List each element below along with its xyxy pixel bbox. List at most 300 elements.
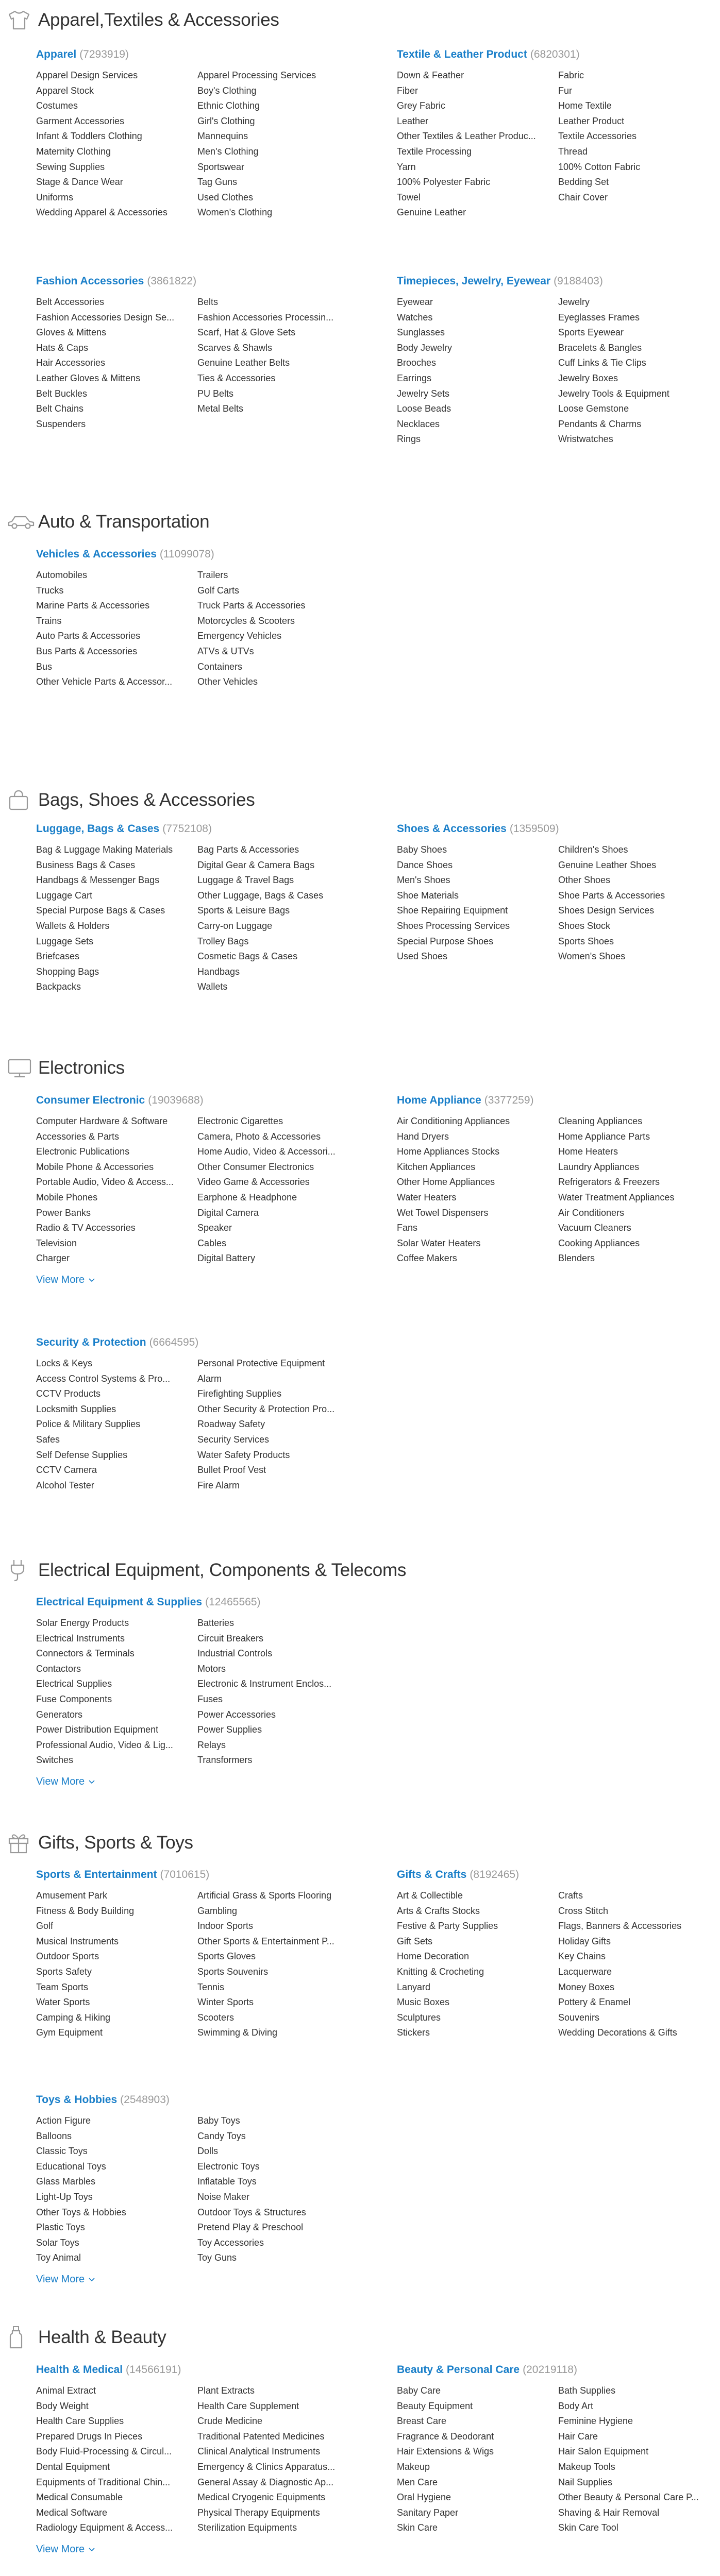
subcategory-link[interactable]: Amusement Park	[36, 1890, 108, 1901]
subcategory-link[interactable]: Crude Medicine	[197, 2416, 263, 2427]
subcategory-link[interactable]: Firefighting Supplies	[197, 1388, 282, 1399]
subcategory-link[interactable]: Ethnic Clothing	[197, 100, 260, 111]
subcategory-link[interactable]: Power Accessories	[197, 1709, 276, 1720]
subcategory-link[interactable]: Home Appliance Parts	[558, 1131, 650, 1142]
subcategory-link[interactable]: Sports Eyewear	[558, 327, 624, 338]
subcategory-link[interactable]: Fans	[397, 1223, 418, 1233]
subcategory-link[interactable]: Stickers	[397, 2027, 430, 2038]
subcategory-link[interactable]: Electronic Publications	[36, 1146, 130, 1157]
subcategory-link[interactable]: Baby Shoes	[397, 844, 447, 855]
subcategory-link[interactable]: Batteries	[197, 1618, 235, 1628]
subcategory-link[interactable]: Costumes	[36, 100, 78, 111]
subcategory-link[interactable]: Golf Carts	[197, 585, 240, 596]
subcategory-link[interactable]: Medical Software	[36, 2507, 108, 2518]
subcategory-link[interactable]: Men's Clothing	[197, 146, 259, 157]
subcategory-link[interactable]: Equipments of Traditional Chin...	[36, 2477, 171, 2487]
subcategory-link[interactable]: Shoes Design Services	[558, 905, 655, 916]
subcategory-link[interactable]: Gloves & Mittens	[36, 327, 107, 338]
subcategory-link[interactable]: ATVs & UTVs	[197, 646, 254, 656]
subcategory-link[interactable]: Other Toys & Hobbies	[36, 2207, 126, 2217]
subcategory-link[interactable]: Holiday Gifts	[558, 1936, 611, 1946]
subcategory-link[interactable]: Cosmetic Bags & Cases	[197, 951, 298, 962]
subcategory-link[interactable]: Toy Guns	[197, 2252, 237, 2263]
subcategory-link[interactable]: Apparel Stock	[36, 85, 94, 96]
subcategory-link[interactable]: Home Textile	[558, 100, 612, 111]
subcategory-link[interactable]: Chair Cover	[558, 192, 608, 202]
subcategory-link[interactable]: Jewelry Sets	[397, 388, 450, 399]
subcategory-link[interactable]: Coffee Makers	[397, 1253, 457, 1264]
subcategory-link[interactable]: Glass Marbles	[36, 2176, 96, 2187]
subcategory-link[interactable]: Educational Toys	[36, 2161, 106, 2172]
subcategory-link[interactable]: Physical Therapy Equipments	[197, 2507, 320, 2518]
subcategory-link[interactable]: Personal Protective Equipment	[197, 1358, 325, 1368]
subcategory-link[interactable]: Souvenirs	[558, 2012, 600, 2023]
subcategory-link[interactable]: Textile Accessories	[558, 131, 637, 142]
subcategory-link[interactable]: Women's Shoes	[558, 951, 626, 962]
category-link[interactable]: Sports & Entertainment	[36, 1869, 157, 1880]
subcategory-link[interactable]: Air Conditioning Appliances	[397, 1116, 510, 1126]
subcategory-link[interactable]: Children's Shoes	[558, 844, 628, 855]
subcategory-link[interactable]: Key Chains	[558, 1951, 606, 1962]
subcategory-link[interactable]: Trains	[36, 615, 62, 626]
subcategory-link[interactable]: CCTV Camera	[36, 1465, 97, 1476]
subcategory-link[interactable]: Fragrance & Deodorant	[397, 2431, 494, 2442]
subcategory-link[interactable]: Cross Stitch	[558, 1905, 609, 1916]
subcategory-link[interactable]: Sports Gloves	[197, 1951, 256, 1962]
subcategory-link[interactable]: Trucks	[36, 585, 64, 596]
subcategory-link[interactable]: Locksmith Supplies	[36, 1403, 116, 1414]
subcategory-link[interactable]: Skin Care Tool	[558, 2522, 618, 2533]
subcategory-link[interactable]: Balloons	[36, 2130, 72, 2141]
subcategory-link[interactable]: Shopping Bags	[36, 966, 99, 977]
subcategory-link[interactable]: Fashion Accessories Processin...	[197, 312, 334, 323]
subcategory-link[interactable]: Special Purpose Bags & Cases	[36, 905, 165, 916]
subcategory-link[interactable]: Makeup Tools	[558, 2461, 615, 2472]
subcategory-link[interactable]: Down & Feather	[397, 70, 464, 80]
subcategory-link[interactable]: Roadway Safety	[197, 1419, 265, 1430]
subcategory-link[interactable]: Electronic & Instrument Enclos...	[197, 1679, 332, 1689]
subcategory-link[interactable]: Art & Collectible	[397, 1890, 463, 1901]
subcategory-link[interactable]: Transformers	[197, 1755, 253, 1766]
category-link[interactable]: Electrical Equipment & Supplies	[36, 1596, 203, 1608]
subcategory-link[interactable]: Swimming & Diving	[197, 2027, 278, 2038]
subcategory-link[interactable]: Bag Parts & Accessories	[197, 844, 299, 855]
subcategory-link[interactable]: Trolley Bags	[197, 936, 249, 946]
subcategory-link[interactable]: Cables	[197, 1238, 227, 1248]
subcategory-link[interactable]: Access Control Systems & Pro...	[36, 1373, 171, 1384]
subcategory-link[interactable]: Noise Maker	[197, 2191, 250, 2202]
subcategory-link[interactable]: Golf	[36, 1921, 54, 1931]
subcategory-link[interactable]: Sportswear	[197, 161, 245, 172]
subcategory-link[interactable]: 100% Cotton Fabric	[558, 161, 641, 172]
subcategory-link[interactable]: Mobile Phone & Accessories	[36, 1161, 154, 1172]
subcategory-link[interactable]: Other Vehicle Parts & Accessor...	[36, 676, 173, 687]
category-link[interactable]: Luggage, Bags & Cases	[36, 823, 160, 835]
subcategory-link[interactable]: Ties & Accessories	[197, 372, 276, 383]
subcategory-link[interactable]: Outdoor Sports	[36, 1951, 99, 1962]
subcategory-link[interactable]: Other Shoes	[558, 875, 611, 886]
subcategory-link[interactable]: Sunglasses	[397, 327, 445, 338]
subcategory-link[interactable]: Computer Hardware & Software	[36, 1116, 168, 1126]
subcategory-link[interactable]: Earphone & Headphone	[197, 1192, 297, 1202]
subcategory-link[interactable]: Connectors & Terminals	[36, 1648, 135, 1659]
subcategory-link[interactable]: Music Boxes	[397, 1997, 450, 2008]
subcategory-link[interactable]: Used Clothes	[197, 192, 254, 202]
subcategory-link[interactable]: Camping & Hiking	[36, 2012, 111, 2023]
subcategory-link[interactable]: Boy's Clothing	[197, 85, 257, 96]
category-link[interactable]: Health & Medical	[36, 2364, 123, 2376]
subcategory-link[interactable]: Light-Up Toys	[36, 2191, 93, 2202]
subcategory-link[interactable]: Sanitary Paper	[397, 2507, 459, 2518]
subcategory-link[interactable]: Police & Military Supplies	[36, 1419, 141, 1430]
subcategory-link[interactable]: Business Bags & Cases	[36, 859, 136, 870]
subcategory-link[interactable]: Water Sports	[36, 1997, 90, 2008]
subcategory-link[interactable]: Motorcycles & Scooters	[197, 615, 295, 626]
subcategory-link[interactable]: Feminine Hygiene	[558, 2416, 633, 2427]
subcategory-link[interactable]: Gift Sets	[397, 1936, 433, 1946]
subcategory-link[interactable]: Shoe Repairing Equipment	[397, 905, 508, 916]
subcategory-link[interactable]: Luggage & Travel Bags	[197, 875, 294, 886]
subcategory-link[interactable]: Bus Parts & Accessories	[36, 646, 138, 656]
subcategory-link[interactable]: Home Appliances Stocks	[397, 1146, 500, 1157]
subcategory-link[interactable]: Refrigerators & Freezers	[558, 1177, 660, 1188]
subcategory-link[interactable]: Leather Product	[558, 115, 625, 126]
subcategory-link[interactable]: Fabric	[558, 70, 584, 80]
subcategory-link[interactable]: Classic Toys	[36, 2146, 88, 2157]
subcategory-link[interactable]: Home Audio, Video & Accessori...	[197, 1146, 336, 1157]
subcategory-link[interactable]: Wet Towel Dispensers	[397, 1207, 489, 1218]
subcategory-link[interactable]: Auto Parts & Accessories	[36, 631, 141, 641]
subcategory-link[interactable]: Mannequins	[197, 131, 248, 142]
subcategory-link[interactable]: Jewelry Tools & Equipment	[558, 388, 669, 399]
category-link[interactable]: Shoes & Accessories	[397, 823, 507, 835]
subcategory-link[interactable]: Earrings	[397, 372, 432, 383]
subcategory-link[interactable]: Leather Gloves & Mittens	[36, 372, 141, 383]
subcategory-link[interactable]: Medical Consumable	[36, 2492, 123, 2503]
subcategory-link[interactable]: Lanyard	[397, 1981, 431, 1992]
subcategory-link[interactable]: Pretend Play & Preschool	[197, 2222, 304, 2233]
subcategory-link[interactable]: Money Boxes	[558, 1981, 615, 1992]
subcategory-link[interactable]: Dance Shoes	[397, 859, 453, 870]
subcategory-link[interactable]: Laundry Appliances	[558, 1161, 640, 1172]
category-link[interactable]: Gifts & Crafts	[397, 1869, 467, 1880]
subcategory-link[interactable]: Cuff Links & Tie Clips	[558, 358, 646, 368]
subcategory-link[interactable]: Girl's Clothing	[197, 115, 255, 126]
subcategory-link[interactable]: Sewing Supplies	[36, 161, 105, 172]
subcategory-link[interactable]: Genuine Leather Belts	[197, 358, 290, 368]
subcategory-link[interactable]: Baby Toys	[197, 2115, 240, 2126]
subcategory-link[interactable]: Flags, Banners & Accessories	[558, 1921, 682, 1931]
subcategory-link[interactable]: Makeup	[397, 2461, 430, 2472]
subcategory-link[interactable]: Bullet Proof Vest	[197, 1465, 266, 1476]
subcategory-link[interactable]: Metal Belts	[197, 403, 244, 414]
view-more-link[interactable]	[36, 2542, 356, 2557]
subcategory-link[interactable]: Blenders	[558, 1253, 595, 1264]
subcategory-link[interactable]: Security Services	[197, 1434, 270, 1445]
subcategory-link[interactable]: Shoes Stock	[558, 920, 611, 931]
subcategory-link[interactable]: Jewelry	[558, 297, 590, 307]
subcategory-link[interactable]: Handbags & Messenger Bags	[36, 875, 160, 886]
subcategory-link[interactable]: Wallets	[197, 981, 228, 992]
subcategory-link[interactable]: Pottery & Enamel	[558, 1997, 631, 2008]
subcategory-link[interactable]: Infant & Toddlers Clothing	[36, 131, 142, 142]
subcategory-link[interactable]: CCTV Products	[36, 1388, 101, 1399]
subcategory-link[interactable]: Candy Toys	[197, 2130, 246, 2141]
subcategory-link[interactable]: Water Safety Products	[197, 1449, 290, 1460]
category-link[interactable]: Consumer Electronic	[36, 1094, 145, 1106]
subcategory-link[interactable]: Wedding Decorations & Gifts	[558, 2027, 677, 2038]
subcategory-link[interactable]: Knitting & Crocheting	[397, 1966, 484, 1977]
subcategory-link[interactable]: Festive & Party Supplies	[397, 1921, 498, 1931]
subcategory-link[interactable]: Vacuum Cleaners	[558, 1223, 631, 1233]
subcategory-link[interactable]: Loose Beads	[397, 403, 451, 414]
subcategory-link[interactable]: PU Belts	[197, 388, 234, 399]
subcategory-link[interactable]: Body Jewelry	[397, 342, 453, 353]
subcategory-link[interactable]: Towel	[397, 192, 421, 202]
subcategory-link[interactable]: Alcohol Tester	[36, 1480, 94, 1490]
subcategory-link[interactable]: Tennis	[197, 1981, 225, 1992]
subcategory-link[interactable]: Belt Buckles	[36, 388, 88, 399]
subcategory-link[interactable]: Electrical Supplies	[36, 1679, 112, 1689]
subcategory-link[interactable]: Sports Shoes	[558, 936, 614, 946]
subcategory-link[interactable]: Necklaces	[397, 418, 440, 429]
subcategory-link[interactable]: Industrial Controls	[197, 1648, 273, 1659]
subcategory-link[interactable]: Sterilization Equipments	[197, 2522, 297, 2533]
subcategory-link[interactable]: Dental Equipment	[36, 2461, 110, 2472]
subcategory-link[interactable]: Animal Extract	[36, 2385, 96, 2396]
subcategory-link[interactable]: Beauty Equipment	[397, 2400, 473, 2411]
subcategory-link[interactable]: Suspenders	[36, 418, 86, 429]
subcategory-link[interactable]: Belt Chains	[36, 403, 84, 414]
subcategory-link[interactable]: Luggage Sets	[36, 936, 94, 946]
subcategory-link[interactable]: Medical Cryogenic Equipments	[197, 2492, 326, 2503]
subcategory-link[interactable]: Video Game & Accessories	[197, 1177, 310, 1188]
subcategory-link[interactable]: Carry-on Luggage	[197, 920, 273, 931]
subcategory-link[interactable]: Plastic Toys	[36, 2222, 85, 2233]
subcategory-link[interactable]: Action Figure	[36, 2115, 91, 2126]
subcategory-link[interactable]: Hair Care	[558, 2431, 598, 2442]
subcategory-link[interactable]: Sports & Leisure Bags	[197, 905, 290, 916]
subcategory-link[interactable]: Electrical Instruments	[36, 1633, 125, 1643]
subcategory-link[interactable]: Shoes Processing Services	[397, 920, 510, 931]
subcategory-link[interactable]: Accessories & Parts	[36, 1131, 120, 1142]
view-more-link[interactable]	[36, 2272, 356, 2287]
subcategory-link[interactable]: Toy Accessories	[197, 2237, 264, 2248]
subcategory-link[interactable]: Air Conditioners	[558, 1207, 625, 1218]
subcategory-link[interactable]: Hand Dryers	[397, 1131, 449, 1142]
subcategory-link[interactable]: Fire Alarm	[197, 1480, 240, 1490]
subcategory-link[interactable]: Hair Accessories	[36, 358, 106, 368]
subcategory-link[interactable]: Other Vehicles	[197, 676, 258, 687]
subcategory-link[interactable]: Relays	[197, 1739, 226, 1750]
subcategory-link[interactable]: Safes	[36, 1434, 60, 1445]
subcategory-link[interactable]: Generators	[36, 1709, 83, 1720]
subcategory-link[interactable]: Motors	[197, 1663, 226, 1674]
subcategory-link[interactable]: Scooters	[197, 2012, 235, 2023]
subcategory-link[interactable]: Power Supplies	[197, 1724, 262, 1735]
subcategory-link[interactable]: Water Heaters	[397, 1192, 457, 1202]
subcategory-link[interactable]: Genuine Leather Shoes	[558, 859, 657, 870]
subcategory-link[interactable]: Team Sports	[36, 1981, 89, 1992]
subcategory-link[interactable]: Used Shoes	[397, 951, 448, 962]
subcategory-link[interactable]: Gambling	[197, 1905, 238, 1916]
subcategory-link[interactable]: Body Art	[558, 2400, 594, 2411]
subcategory-link[interactable]: Nail Supplies	[558, 2477, 613, 2487]
subcategory-link[interactable]: Bath Supplies	[558, 2385, 616, 2396]
subcategory-link[interactable]: Fuses	[197, 1693, 223, 1704]
subcategory-link[interactable]: Musical Instruments	[36, 1936, 119, 1946]
subcategory-link[interactable]: General Assay & Diagnostic Ap...	[197, 2477, 334, 2487]
subcategory-link[interactable]: Digital Battery	[197, 1253, 256, 1264]
subcategory-link[interactable]: Speaker	[197, 1223, 232, 1233]
subcategory-link[interactable]: Charger	[36, 1253, 70, 1264]
subcategory-link[interactable]: Artificial Grass & Sports Flooring	[197, 1890, 332, 1901]
subcategory-link[interactable]: Electronic Cigarettes	[197, 1116, 283, 1126]
view-more-link[interactable]	[36, 1774, 356, 1790]
subcategory-link[interactable]: Other Textiles & Leather Produc...	[397, 131, 536, 142]
subcategory-link[interactable]: Circuit Breakers	[197, 1633, 264, 1643]
subcategory-link[interactable]: Oral Hygiene	[397, 2492, 451, 2503]
subcategory-link[interactable]: Electronic Toys	[197, 2161, 260, 2172]
subcategory-link[interactable]: Textile Processing	[397, 146, 472, 157]
category-link[interactable]: Apparel	[36, 48, 77, 60]
category-link[interactable]: Home Appliance	[397, 1094, 481, 1106]
subcategory-link[interactable]: Prepared Drugs In Pieces	[36, 2431, 143, 2442]
subcategory-link[interactable]: Other Beauty & Personal Care P...	[558, 2492, 699, 2503]
subcategory-link[interactable]: Cleaning Appliances	[558, 1116, 643, 1126]
subcategory-link[interactable]: Fur	[558, 85, 572, 96]
subcategory-link[interactable]: Breast Care	[397, 2416, 447, 2427]
subcategory-link[interactable]: Water Treatment Appliances	[558, 1192, 675, 1202]
subcategory-link[interactable]: Bus	[36, 661, 53, 672]
subcategory-link[interactable]: Brooches	[397, 358, 437, 368]
subcategory-link[interactable]: Tag Guns	[197, 177, 238, 188]
subcategory-link[interactable]: Marine Parts & Accessories	[36, 600, 150, 611]
subcategory-link[interactable]: Toy Animal	[36, 2252, 81, 2263]
subcategory-link[interactable]: Solar Water Heaters	[397, 1238, 481, 1248]
subcategory-link[interactable]: Television	[36, 1238, 77, 1248]
subcategory-link[interactable]: Radiology Equipment & Access...	[36, 2522, 173, 2533]
subcategory-link[interactable]: Jewelry Boxes	[558, 372, 618, 383]
subcategory-link[interactable]: Other Security & Protection Pro...	[197, 1403, 335, 1414]
category-link[interactable]: Textile & Leather Product	[397, 48, 527, 60]
subcategory-link[interactable]: Containers	[197, 661, 243, 672]
subcategory-link[interactable]: Truck Parts & Accessories	[197, 600, 306, 611]
subcategory-link[interactable]: Yarn	[397, 161, 416, 172]
subcategory-link[interactable]: Automobiles	[36, 570, 88, 580]
subcategory-link[interactable]: Power Distribution Equipment	[36, 1724, 159, 1735]
view-more-link[interactable]	[36, 1273, 356, 1288]
subcategory-link[interactable]: Crafts	[558, 1890, 583, 1901]
subcategory-link[interactable]: Emergency Vehicles	[197, 631, 282, 641]
subcategory-link[interactable]: Mobile Phones	[36, 1192, 98, 1202]
subcategory-link[interactable]: Digital Gear & Camera Bags	[197, 859, 315, 870]
category-link[interactable]: Timepieces, Jewelry, Eyewear	[397, 275, 551, 287]
subcategory-link[interactable]: Arts & Crafts Stocks	[397, 1905, 480, 1916]
subcategory-link[interactable]: Switches	[36, 1755, 74, 1766]
subcategory-link[interactable]: Uniforms	[36, 192, 74, 202]
subcategory-link[interactable]: Professional Audio, Video & Lig...	[36, 1739, 173, 1750]
subcategory-link[interactable]: Sports Souvenirs	[197, 1966, 269, 1977]
subcategory-link[interactable]: Pendants & Charms	[558, 418, 642, 429]
subcategory-link[interactable]: Shaving & Hair Removal	[558, 2507, 660, 2518]
subcategory-link[interactable]: Stage & Dance Wear	[36, 177, 123, 188]
subcategory-link[interactable]: Radio & TV Accessories	[36, 1223, 136, 1233]
subcategory-link[interactable]: Eyewear	[397, 297, 433, 307]
subcategory-link[interactable]: Garment Accessories	[36, 115, 125, 126]
subcategory-link[interactable]: Kitchen Appliances	[397, 1161, 476, 1172]
subcategory-link[interactable]: Shoe Parts & Accessories	[558, 890, 665, 901]
subcategory-link[interactable]: Men Care	[397, 2477, 438, 2487]
subcategory-link[interactable]: Eyeglasses Frames	[558, 312, 640, 323]
subcategory-link[interactable]: Health Care Supplement	[197, 2400, 299, 2411]
subcategory-link[interactable]: Other Luggage, Bags & Cases	[197, 890, 324, 901]
category-link[interactable]: Toys & Hobbies	[36, 2094, 118, 2106]
subcategory-link[interactable]: Lacquerware	[558, 1966, 612, 1977]
subcategory-link[interactable]: Other Home Appliances	[397, 1177, 495, 1188]
subcategory-link[interactable]: Gym Equipment	[36, 2027, 103, 2038]
subcategory-link[interactable]: Sports Safety	[36, 1966, 92, 1977]
subcategory-link[interactable]: Other Consumer Electronics	[197, 1161, 314, 1172]
subcategory-link[interactable]: Bedding Set	[558, 177, 609, 188]
subcategory-link[interactable]: Solar Energy Products	[36, 1618, 129, 1628]
subcategory-link[interactable]: Clinical Analytical Instruments	[197, 2446, 321, 2457]
subcategory-link[interactable]: Health Care Supplies	[36, 2416, 124, 2427]
subcategory-link[interactable]: Solar Toys	[36, 2237, 79, 2248]
subcategory-link[interactable]: Contactors	[36, 1663, 81, 1674]
subcategory-link[interactable]: Portable Audio, Video & Access...	[36, 1177, 174, 1188]
subcategory-link[interactable]: Winter Sports	[197, 1997, 254, 2008]
subcategory-link[interactable]: Hair Extensions & Wigs	[397, 2446, 494, 2457]
subcategory-link[interactable]: Body Weight	[36, 2400, 89, 2411]
category-link[interactable]: Fashion Accessories	[36, 275, 144, 287]
subcategory-link[interactable]: 100% Polyester Fabric	[397, 177, 491, 188]
subcategory-link[interactable]: Self Defense Supplies	[36, 1449, 128, 1460]
subcategory-link[interactable]: Home Decoration	[397, 1951, 470, 1962]
subcategory-link[interactable]: Hats & Caps	[36, 342, 89, 353]
subcategory-link[interactable]: Plant Extracts	[197, 2385, 255, 2396]
subcategory-link[interactable]: Fitness & Body Building	[36, 1905, 135, 1916]
subcategory-link[interactable]: Wristwatches	[558, 434, 613, 445]
subcategory-link[interactable]: Maternity Clothing	[36, 146, 111, 157]
category-link[interactable]: Security & Protection	[36, 1336, 146, 1348]
category-link[interactable]: Vehicles & Accessories	[36, 548, 157, 560]
subcategory-link[interactable]: Alarm	[197, 1373, 222, 1384]
subcategory-link[interactable]: Watches	[397, 312, 433, 323]
subcategory-link[interactable]: Body Fluid-Processing & Circul...	[36, 2446, 172, 2457]
subcategory-link[interactable]: Dolls	[197, 2146, 219, 2157]
subcategory-link[interactable]: Men's Shoes	[397, 875, 450, 886]
subcategory-link[interactable]: Luggage Cart	[36, 890, 93, 901]
subcategory-link[interactable]: Fiber	[397, 85, 418, 96]
subcategory-link[interactable]: Belt Accessories	[36, 297, 105, 307]
subcategory-link[interactable]: Loose Gemstone	[558, 403, 629, 414]
subcategory-link[interactable]: Briefcases	[36, 951, 80, 962]
subcategory-link[interactable]: Baby Care	[397, 2385, 441, 2396]
subcategory-link[interactable]: Camera, Photo & Accessories	[197, 1131, 321, 1142]
subcategory-link[interactable]: Home Heaters	[558, 1146, 618, 1157]
subcategory-link[interactable]: Emergency & Clinics Apparatus...	[197, 2461, 336, 2472]
category-link[interactable]: Beauty & Personal Care	[397, 2364, 520, 2376]
subcategory-link[interactable]: Thread	[558, 146, 588, 157]
subcategory-link[interactable]: Sculptures	[397, 2012, 441, 2023]
subcategory-link[interactable]: Locks & Keys	[36, 1358, 93, 1368]
subcategory-link[interactable]: Outdoor Toys & Structures	[197, 2207, 306, 2217]
subcategory-link[interactable]: Women's Clothing	[197, 207, 273, 218]
subcategory-link[interactable]: Digital Camera	[197, 1207, 259, 1218]
subcategory-link[interactable]: Wallets & Holders	[36, 920, 110, 931]
subcategory-link[interactable]: Cooking Appliances	[558, 1238, 640, 1248]
